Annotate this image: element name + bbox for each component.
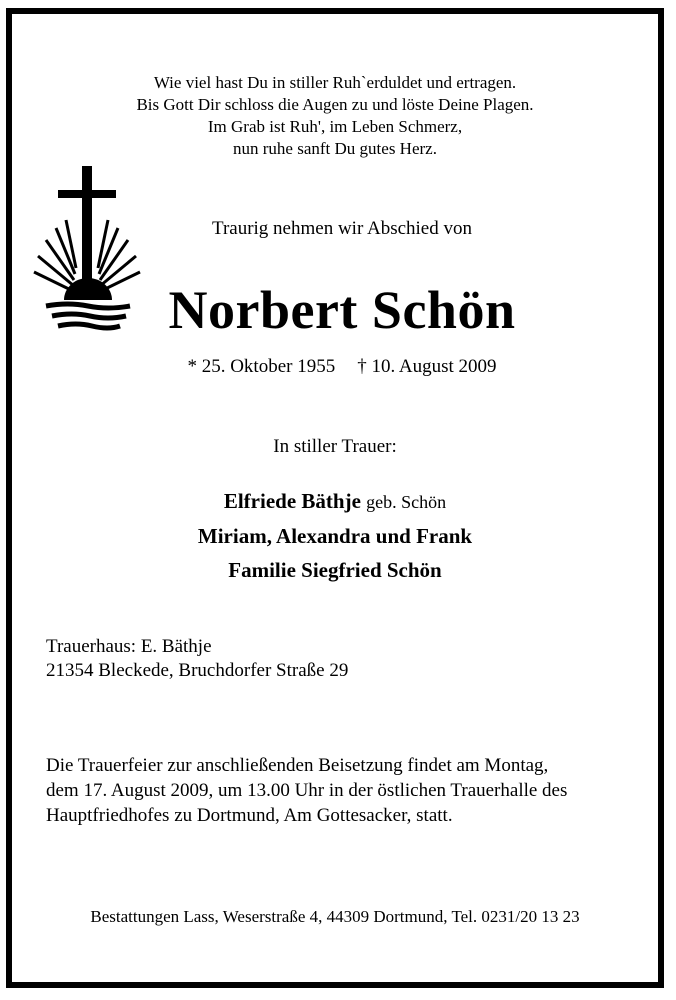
family-member-suffix: geb. Schön (366, 492, 447, 512)
poem-line: Im Grab ist Ruh', im Leben Schmerz, (207, 117, 463, 136)
death-date: † 10. August 2009 (357, 356, 497, 377)
family-line (12, 484, 658, 519)
family-member-names: Miriam, Alexandra und Frank (197, 524, 473, 548)
family-line (12, 519, 658, 553)
poem-line: nun ruhe sanft Du gutes Herz. (233, 139, 437, 158)
family-member-name: Elfriede Bäthje (223, 489, 361, 513)
mourning-house-address (46, 635, 348, 683)
family-list (12, 484, 658, 587)
poem (12, 72, 658, 160)
address-line: Trauerhaus: E. Bäthje (46, 636, 212, 657)
farewell-intro: Traurig nehmen wir Abschied von (212, 218, 472, 239)
family-line (12, 553, 658, 587)
obituary-frame (6, 8, 664, 988)
ceremony-line: dem 17. August 2009, um 13.00 Uhr in der östlichen Trauerhalle des (46, 780, 568, 801)
ceremony-line: Die Trauerfeier zur anschließenden Beisetzung findet am Montag, (46, 755, 549, 776)
poem-line: Bis Gott Dir schloss die Augen zu und löste Deine Plagen. (136, 95, 534, 114)
undertaker-contact: Bestattungen Lass, Weserstraße 4, 44309 Dortmund, Tel. 0231/20 13 23 (90, 907, 580, 926)
mourning-label: In stiller Trauer: (273, 436, 397, 457)
family-member-names: Familie Siegfried Schön (228, 558, 442, 582)
poem-line: Wie viel hast Du in stiller Ruh`erduldet und ertragen. (153, 73, 517, 92)
ceremony-line: Hauptfriedhofes zu Dortmund, Am Gottesacker, statt. (46, 805, 453, 826)
deceased-name: Norbert Schön (168, 280, 516, 340)
ceremony-notice (46, 753, 567, 828)
address-line: 21354 Bleckede, Bruchdorfer Straße 29 (46, 660, 349, 681)
life-dates (12, 356, 658, 378)
birth-date: * 25. Oktober 1955 (187, 356, 336, 377)
